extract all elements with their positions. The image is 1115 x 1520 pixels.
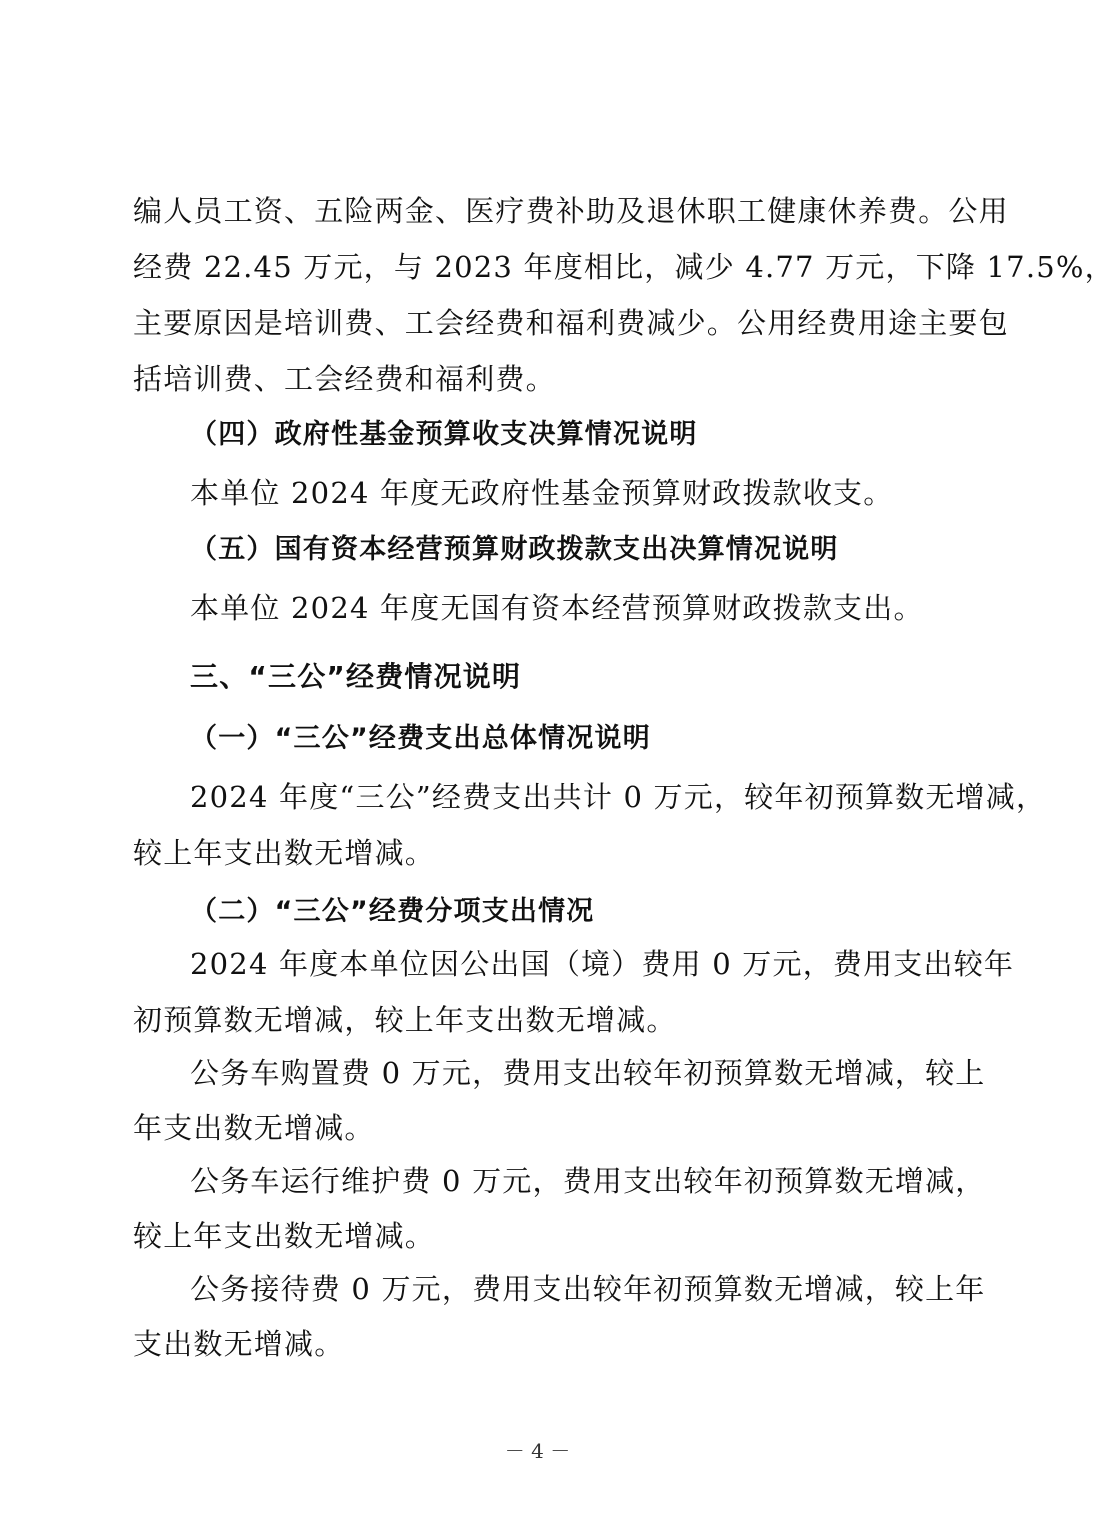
paragraph-line: 括培训费、工会经费和福利费。: [133, 362, 556, 396]
paragraph-line: 编人员工资、五险两金、医疗费补助及退休职工健康休养费。公用: [133, 194, 1009, 228]
chapter-heading-three: 三、“三公”经费情况说明: [190, 660, 522, 693]
paragraph-line: 经费 22.45 万元，与 2023 年度相比，减少 4.77 万元，下降 17.5%，: [133, 250, 1115, 284]
paragraph-line: 公务车运行维护费 0 万元，费用支出较年初预算数无增减，: [190, 1164, 986, 1198]
page-number: － 4 －: [504, 1439, 571, 1463]
paragraph-line: 公务接待费 0 万元，费用支出较年初预算数无增减，较上年: [190, 1272, 986, 1306]
section-heading-two: （二）“三公”经费分项支出情况: [190, 896, 595, 927]
paragraph-line: 较上年支出数无增减。: [133, 1219, 436, 1253]
paragraph-line: 主要原因是培训费、工会经费和福利费减少。公用经费用途主要包: [133, 306, 1009, 340]
paragraph-line: 年支出数无增减。: [133, 1111, 375, 1145]
paragraph-line: 2024 年度“三公”经费支出共计 0 万元，较年初预算数无增减，: [190, 780, 1047, 814]
paragraph-line: 本单位 2024 年度无政府性基金预算财政拨款收支。: [190, 476, 894, 510]
paragraph-line: 支出数无增减。: [133, 1327, 345, 1361]
paragraph-line: 初预算数无增减，较上年支出数无增减。: [133, 1003, 677, 1037]
section-heading-5: （五）国有资本经营预算财政拨款支出决算情况说明: [190, 534, 839, 565]
section-heading-one: （一）“三公”经费支出总体情况说明: [190, 723, 651, 754]
paragraph-line: 本单位 2024 年度无国有资本经营预算财政拨款支出。: [190, 591, 924, 625]
section-heading-4: （四）政府性基金预算收支决算情况说明: [190, 419, 698, 450]
paragraph-line: 2024 年度本单位因公出国（境）费用 0 万元，费用支出较年: [190, 947, 1015, 981]
paragraph-line: 较上年支出数无增减。: [133, 836, 436, 870]
paragraph-line: 公务车购置费 0 万元，费用支出较年初预算数无增减，较上: [190, 1056, 986, 1090]
